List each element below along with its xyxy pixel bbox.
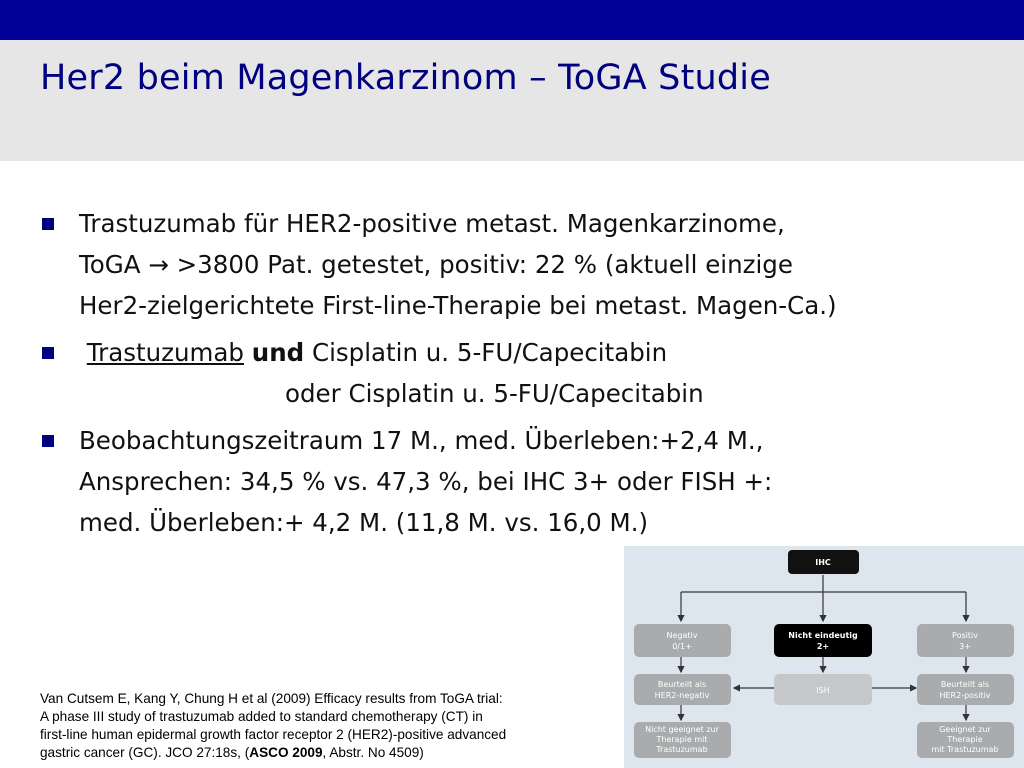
- unclear-label: Nicht eindeutig: [788, 631, 858, 640]
- citation-line: Van Cutsem E, Kang Y, Chung H et al (2009) Efficacy results from ToGA trial:: [40, 691, 503, 706]
- bullet-line: Her2-zielgerichtete First-line-Therapie bei metast. Magen-Ca.): [79, 291, 837, 320]
- unclear-score: 2+: [816, 642, 830, 651]
- citation-bold-asco: ASCO 2009: [249, 745, 323, 760]
- citation-text: , Abstr. No 4509): [322, 745, 424, 760]
- positiv-score: 3+: [959, 642, 971, 651]
- bullet-list: [40, 203, 1010, 543]
- bold-und: und: [251, 338, 305, 367]
- bullet-line: ToGA → >3800 Pat. getestet, positiv: 22 % (aktuell einzige: [79, 250, 793, 279]
- bullet-line: Trastuzumab für HER2-positive metast. Magenkarzinome,: [79, 209, 785, 238]
- bullet-results: [40, 420, 1010, 543]
- positiv-box: [917, 624, 1014, 657]
- pos-assess-box: [917, 674, 1014, 705]
- citation-text: gastric cancer (GC). JCO 27:18s, (: [40, 745, 250, 760]
- negativ-label: Negativ: [666, 631, 698, 640]
- bullet-therapy-arms: [40, 332, 1010, 414]
- square-bullet-icon: [42, 218, 54, 230]
- bullet-trastuzumab-her2: [40, 203, 1010, 326]
- underlined-trastuzumab: Trastuzumab: [86, 338, 244, 367]
- unclear-box: [774, 624, 872, 657]
- neg-assess-l2: HER2-negativ: [654, 691, 710, 700]
- negativ-box: [634, 624, 731, 657]
- not-suitable-l2: Therapie mit: [656, 735, 708, 744]
- top-bar: [0, 0, 1024, 40]
- neg-assess-box: [634, 674, 731, 705]
- bullet-line: Ansprechen: 34,5 % vs. 47,3 %, bei IHC 3+ oder FISH +:: [79, 467, 773, 496]
- bullet-line: [79, 332, 1010, 373]
- suitable-l1: Geeignet zur: [939, 725, 991, 734]
- neg-assess-l1: Beurteilt als: [657, 680, 707, 689]
- pos-assess-l1: Beurteilt als: [940, 680, 990, 689]
- citation-line: first-line human epidermal growth factor receptor 2 (HER2)-positive advanced: [40, 727, 507, 742]
- suitable-l2: Therapie: [947, 735, 983, 744]
- ish-label: ISH: [816, 686, 830, 695]
- bullet-line: Beobachtungszeitraum 17 M., med. Überleben:+2,4 M.,: [79, 426, 764, 455]
- citation: [40, 690, 610, 762]
- bullet-line-rest: Cisplatin u. 5-FU/Capecitabin: [311, 338, 668, 367]
- not-suitable-l3: Trastuzumab: [656, 745, 708, 754]
- slide-title: Her2 beim Magenkarzinom – ToGA Studie: [40, 58, 771, 98]
- ihc-label: IHC: [815, 558, 831, 567]
- negativ-score: 0/1+: [672, 642, 692, 651]
- positiv-label: Positiv: [952, 631, 978, 640]
- flowchart-svg: [624, 546, 1024, 768]
- bullet-line: oder Cisplatin u. 5-FU/Capecitabin: [285, 379, 704, 408]
- suitable-l3: mit Trastuzumab: [931, 745, 999, 754]
- citation-line: [40, 744, 610, 762]
- pos-assess-l2: HER2-positiv: [939, 691, 991, 700]
- square-bullet-icon: [42, 435, 54, 447]
- ihc-flowchart: [624, 546, 1024, 768]
- not-suitable-l1: Nicht geeignet zur: [645, 725, 719, 734]
- bullet-line: med. Überleben:+ 4,2 M. (11,8 M. vs. 16,0 M.): [79, 508, 649, 537]
- square-bullet-icon: [42, 347, 54, 359]
- citation-line: A phase III study of trastuzumab added to standard chemotherapy (CT) in: [40, 709, 483, 724]
